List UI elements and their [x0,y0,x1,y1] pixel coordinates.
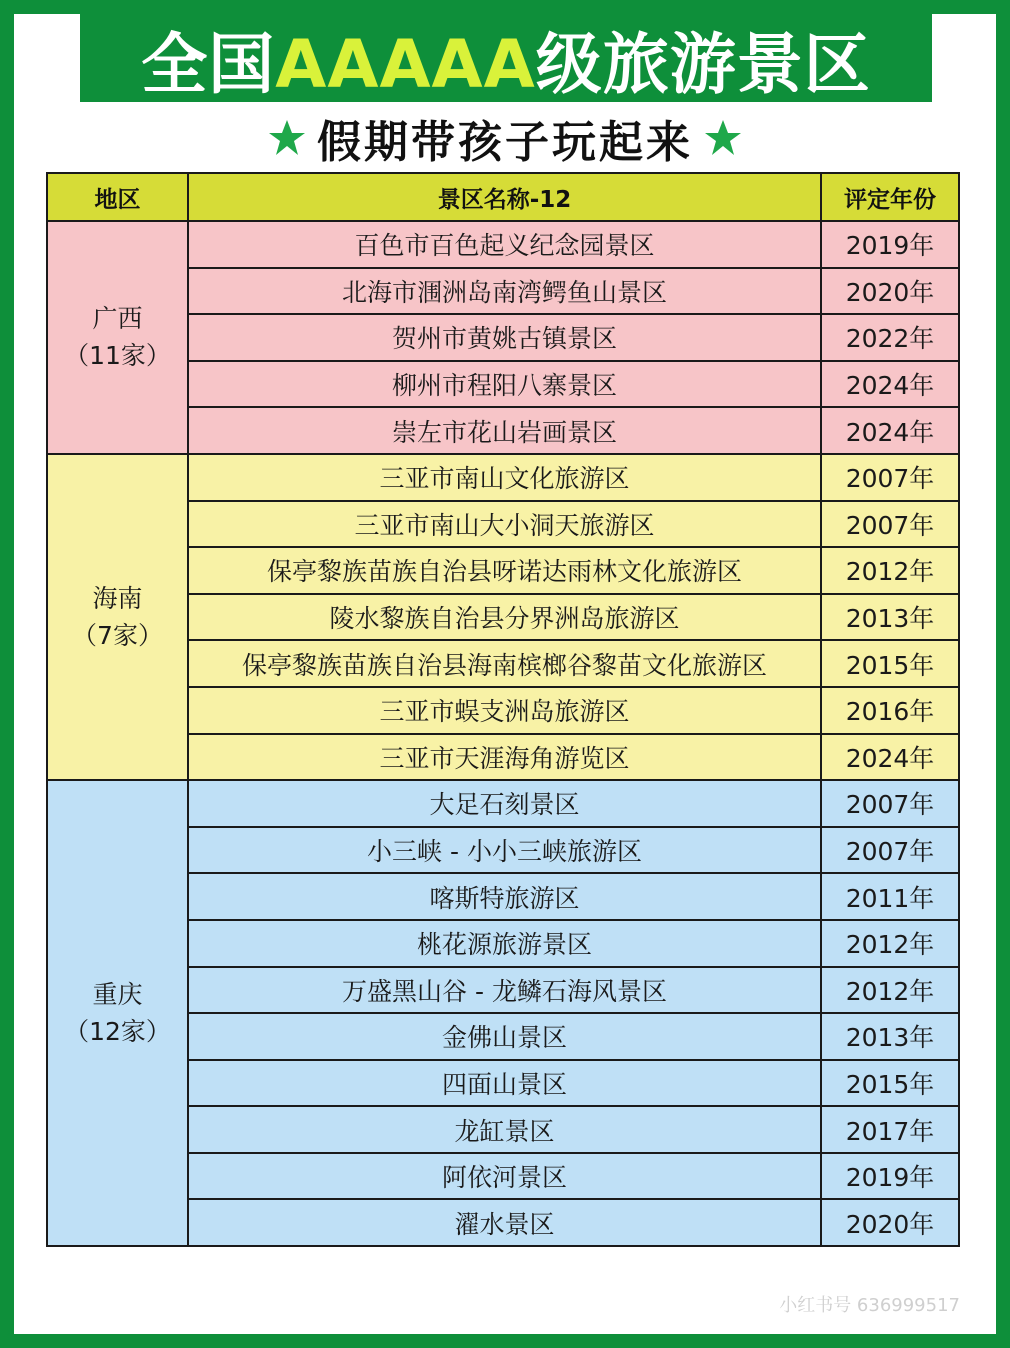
scenic-name-cell: 三亚市蜈支洲岛旅游区 [188,687,821,734]
scenic-name-cell: 三亚市南山大小洞天旅游区 [188,501,821,548]
region-count: （7家） [72,621,163,651]
scenic-name-cell: 保亭黎族苗族自治县海南槟榔谷黎苗文化旅游区 [188,640,821,687]
rating-year-cell: 2011年 [821,873,959,920]
title-banner [80,14,932,102]
rating-year-cell: 2020年 [821,1199,959,1246]
scenic-name-cell: 崇左市花山岩画景区 [188,407,821,454]
region-name: 海南 [92,583,143,613]
star-icon-left [267,118,307,158]
watermark: 小红书号 636999517 [779,1295,960,1316]
rating-year-cell: 2012年 [821,920,959,967]
rating-year-cell: 2024年 [821,407,959,454]
scenic-name-cell: 陵水黎族自治县分界洲岛旅游区 [188,594,821,641]
rating-year-cell: 2015年 [821,640,959,687]
table-row [47,780,959,827]
column-header-region: 地区 [47,173,188,221]
rating-year-cell: 2007年 [821,454,959,501]
rating-year-cell: 2016年 [821,687,959,734]
scenic-name-cell: 三亚市南山文化旅游区 [188,454,821,501]
column-header-name: 景区名称-12 [188,173,821,221]
rating-year-cell: 2019年 [821,221,959,268]
scenic-name-cell: 喀斯特旅游区 [188,873,821,920]
scenic-name-cell: 保亭黎族苗族自治县呀诺达雨林文化旅游区 [188,547,821,594]
table-row [47,221,959,268]
column-header-year: 评定年份 [821,173,959,221]
scenic-name-cell: 北海市涠洲岛南湾鳄鱼山景区 [188,268,821,315]
region-cell [47,454,188,780]
scenic-name-cell: 小三峡 - 小小三峡旅游区 [188,827,821,874]
rating-year-cell: 2007年 [821,827,959,874]
scenic-name-cell: 贺州市黄姚古镇景区 [188,314,821,361]
page-title: 全国AAAAA级旅游景区 [141,25,871,103]
scenic-name-cell: 柳州市程阳八寨景区 [188,361,821,408]
rating-year-cell: 2007年 [821,501,959,548]
region-cell [47,221,188,454]
scenic-name-cell: 阿依河景区 [188,1153,821,1200]
rating-year-cell: 2024年 [821,361,959,408]
subtitle-row [0,110,1010,166]
rating-year-cell: 2019年 [821,1153,959,1200]
scenic-name-cell: 金佛山景区 [188,1013,821,1060]
rating-year-cell: 2015年 [821,1060,959,1107]
page-subtitle: 假期带孩子玩起来 [317,117,693,168]
scenic-name-cell: 百色市百色起义纪念园景区 [188,221,821,268]
rating-year-cell: 2013年 [821,1013,959,1060]
scenic-name-cell: 桃花源旅游景区 [188,920,821,967]
scenic-name-cell: 濯水景区 [188,1199,821,1246]
star-icon-right [703,118,743,158]
rating-year-cell: 2017年 [821,1106,959,1153]
rating-year-cell: 2012年 [821,967,959,1014]
region-count: （12家） [64,1017,171,1047]
title-accent: AAAAA [275,25,536,103]
table-header-row [47,173,959,221]
region-cell [47,780,188,1246]
scenic-name-cell: 三亚市天涯海角游览区 [188,734,821,781]
scenic-name-cell: 万盛黑山谷 - 龙鳞石海风景区 [188,967,821,1014]
rating-year-cell: 2013年 [821,594,959,641]
rating-year-cell: 2020年 [821,268,959,315]
rating-year-cell: 2022年 [821,314,959,361]
rating-year-cell: 2012年 [821,547,959,594]
scenic-name-cell: 大足石刻景区 [188,780,821,827]
scenic-name-cell: 龙缸景区 [188,1106,821,1153]
scenic-table [46,172,960,1247]
rating-year-cell: 2024年 [821,734,959,781]
scenic-table-wrapper [46,172,958,1247]
region-name: 广西 [92,303,143,333]
table-row [47,454,959,501]
table-body [47,221,959,1246]
scenic-name-cell: 四面山景区 [188,1060,821,1107]
region-count: （11家） [64,341,171,371]
rating-year-cell: 2007年 [821,780,959,827]
region-name: 重庆 [92,979,143,1009]
